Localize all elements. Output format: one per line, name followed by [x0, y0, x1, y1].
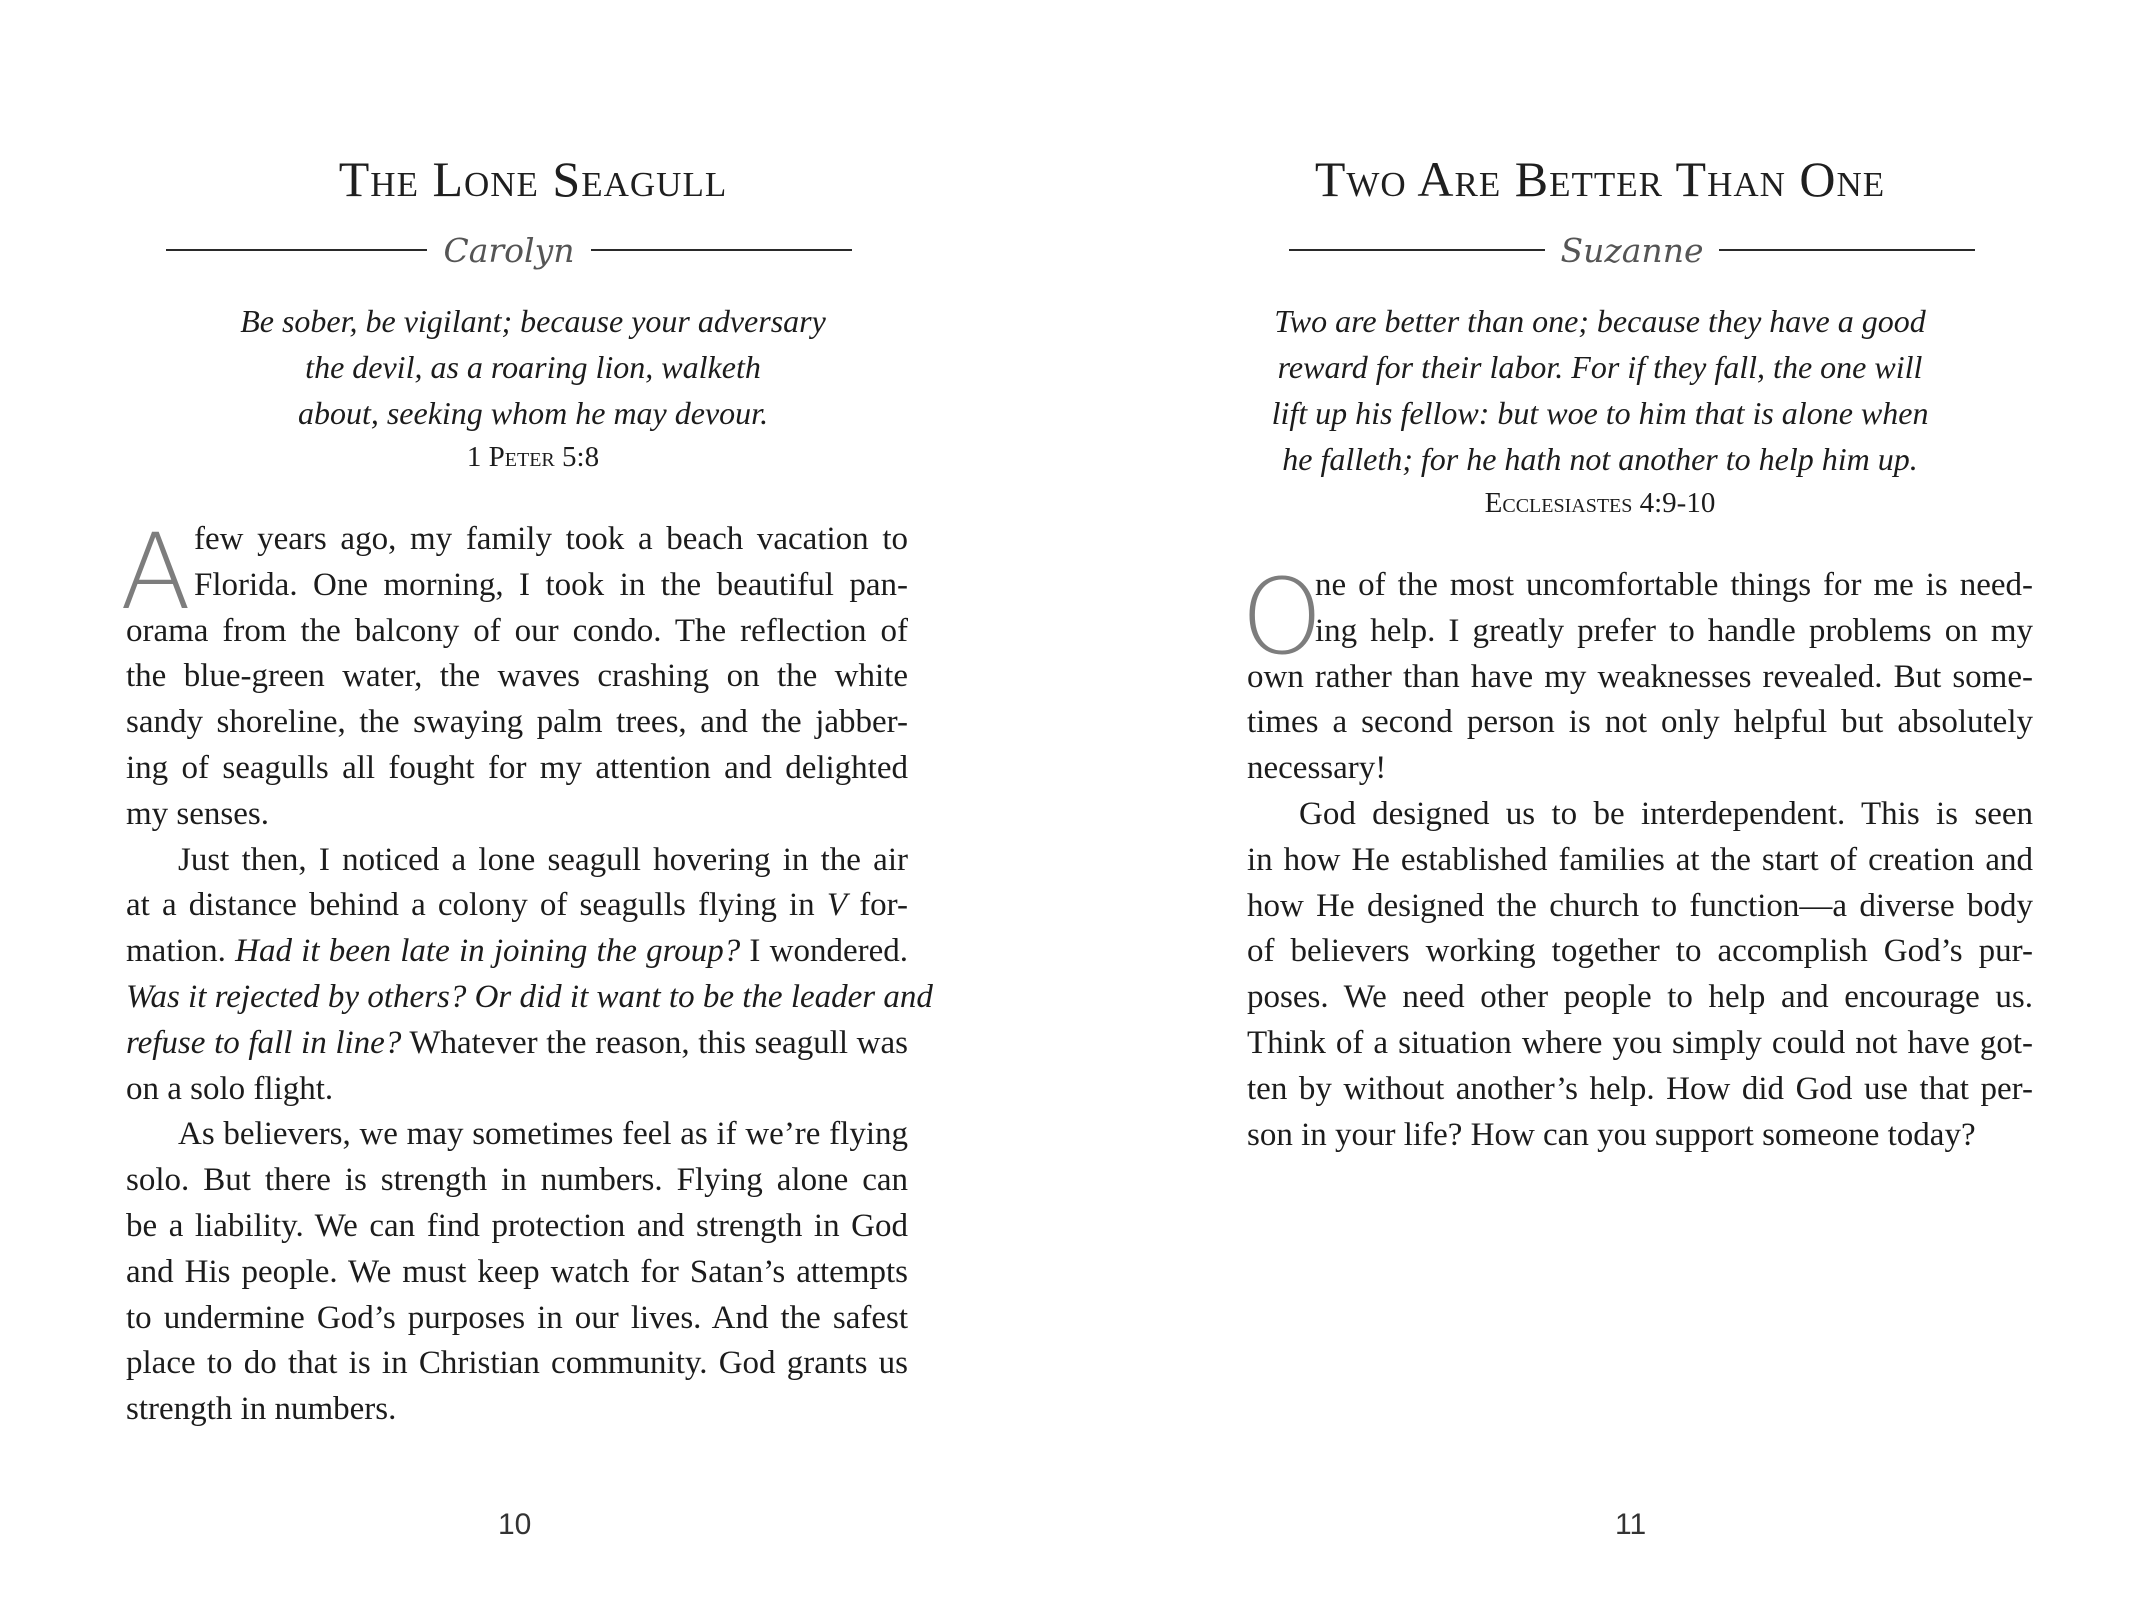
author-name: Suzanne: [1560, 230, 1704, 270]
body-segment: I wondered.: [749, 933, 908, 970]
body-segment-italic: V: [826, 887, 848, 924]
scripture-line: he falleth; for he hath not another to help him up.: [1282, 441, 1918, 477]
byline-rule-right: [1719, 249, 1975, 251]
body-line: few years ago, my family took a beach vacation to: [194, 521, 908, 557]
body-line: own rather than have my weaknesses revealed. But some-: [1247, 658, 2033, 695]
scripture-line: reward for their labor. For if they fall, the one will: [1277, 349, 1923, 385]
body-line: place to do that is in Christian community. God grants us: [126, 1345, 908, 1382]
author-byline: [166, 222, 852, 278]
body-line: [126, 1021, 908, 1067]
scripture-line: lift up his fellow: but woe to him that is alone when: [1271, 395, 1929, 431]
body-segment: for-: [859, 887, 908, 924]
body-line: necessary!: [1247, 750, 1387, 787]
drop-cap: A: [120, 511, 192, 633]
body-segment: at a distance behind a colony of seagulls flying in: [126, 887, 815, 924]
body-line: times a second person is not only helpful but absolutely: [1247, 704, 2033, 741]
body-line: orama from the balcony of our condo. The reflection of: [126, 612, 908, 649]
body-line: son in your life? How can you support someone today?: [1247, 1116, 1976, 1153]
body-line: solo. But there is strength in numbers. Flying alone can: [126, 1162, 908, 1199]
scripture-reference: Ecclesiastes 4:9-10: [1484, 487, 1716, 519]
body-line: and His people. We must keep watch for Satan’s attempts: [126, 1253, 908, 1290]
body-line: ing of seagulls all fought for my attention and delighted: [126, 749, 908, 786]
body-line: in how He established families at the start of creation and: [1247, 841, 2033, 878]
body-line: the blue-green water, the waves crashing on the white: [126, 658, 908, 695]
body-line: God designed us to be interdependent. This is seen: [1299, 795, 2033, 832]
author-name: Carolyn: [443, 230, 575, 270]
body-line: how He designed the church to function—a diverse body: [1247, 887, 2033, 924]
body-line: ne of the most uncomfortable things for me is need-: [1315, 567, 2033, 603]
body-line: poses. We need other people to help and encourage us.: [1247, 979, 2033, 1016]
body-segment: mation.: [126, 933, 226, 970]
byline-rule-left: [1289, 249, 1545, 251]
body-line: sandy shoreline, the swaying palm trees, and the jabber-: [126, 704, 908, 741]
devotion-title: The Lone Seagull: [338, 151, 728, 207]
scripture-line: the devil, as a roaring lion, walketh: [305, 349, 761, 385]
author-byline: [1289, 222, 1975, 278]
body-line: to undermine God’s purposes in our lives. And the safest: [126, 1299, 908, 1336]
scripture-quote: [1067, 298, 2133, 482]
page-number: 10: [498, 1508, 532, 1541]
body-line: my senses.: [126, 795, 269, 832]
body-line: Think of a situation where you simply could not have got-: [1247, 1024, 2033, 1061]
body-segment-italic: Had it been late in joining the group?: [235, 933, 741, 970]
scripture-line: Two are better than one; because they have a good: [1274, 303, 1926, 339]
right-page: [1067, 0, 2133, 1600]
devotion-title: Two Are Better Than One: [1314, 151, 1886, 207]
body-line: ing help. I greatly prefer to handle problems on my: [1315, 612, 2033, 649]
body-line: of believers working together to accomplish God’s pur-: [1247, 933, 2033, 970]
byline-rule-left: [166, 249, 427, 251]
scripture-line: about, seeking whom he may devour.: [297, 395, 769, 431]
page-number: 11: [1615, 1508, 1647, 1541]
byline-rule-right: [591, 249, 852, 251]
scripture-line: Be sober, be vigilant; because your adversary: [240, 303, 826, 339]
body-line: strength in numbers.: [126, 1391, 397, 1428]
body-line: on a solo flight.: [126, 1070, 334, 1107]
body-line: [126, 929, 908, 975]
scripture-reference: 1 Peter 5:8: [466, 441, 600, 473]
body-text: [126, 517, 933, 1433]
body-segment-italic: refuse to fall in line?: [126, 1024, 402, 1061]
body-line: Just then, I noticed a lone seagull hovering in the air: [178, 841, 908, 878]
body-line: [126, 883, 908, 929]
body-segment: Whatever the reason, this seagull was: [409, 1024, 908, 1061]
body-line: be a liability. We can find protection and strength in God: [126, 1207, 908, 1244]
drop-cap: O: [1241, 556, 1323, 678]
body-line: ten by without another’s help. How did God use that per-: [1247, 1070, 2033, 1107]
left-page: [0, 0, 1066, 1600]
body-line: As believers, we may sometimes feel as if we’re flying: [178, 1116, 908, 1153]
body-line: Florida. One morning, I took in the beautiful pan-: [194, 566, 908, 603]
body-line: Was it rejected by others? Or did it want to be the leader and: [126, 978, 933, 1015]
body-text: [1247, 563, 2033, 1158]
scripture-quote: [0, 298, 1066, 436]
